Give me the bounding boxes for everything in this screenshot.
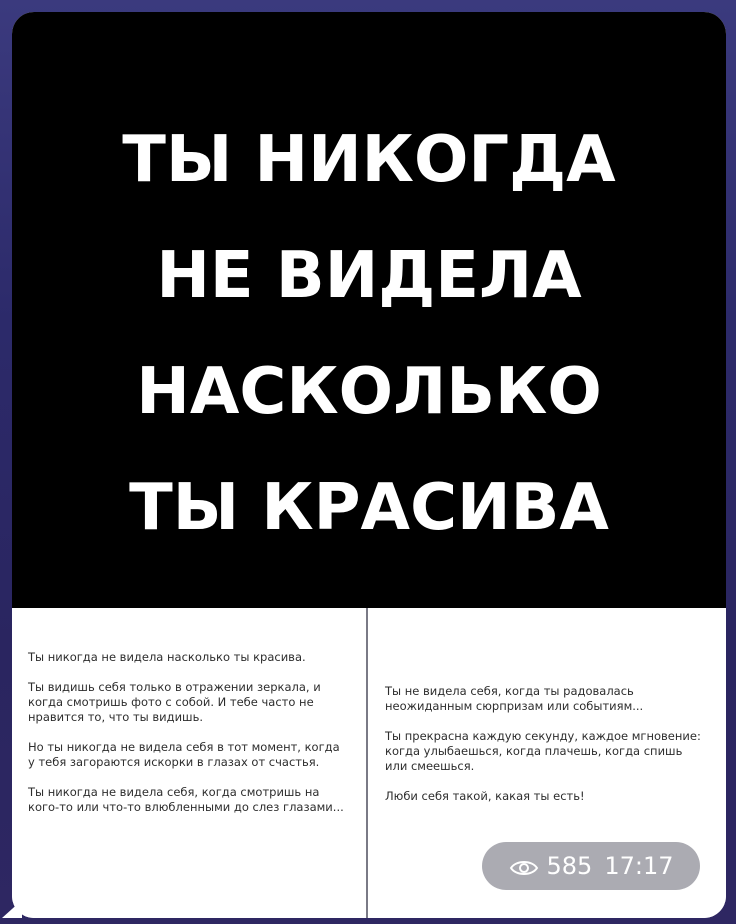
eye-icon [509, 856, 539, 876]
headline-line-3: НАСКОЛЬКО [136, 355, 602, 429]
left-text-panel [28, 650, 350, 830]
message-time: 17:17 [604, 852, 674, 880]
message-bubble[interactable] [12, 12, 726, 918]
right-text-panel [385, 684, 705, 819]
post-image-headline [12, 12, 726, 608]
message-meta [482, 842, 700, 890]
panel-divider [366, 608, 368, 918]
right-paragraph-1: Ты не видела себя, когда ты радовалась неожиданным сюрпризам или событиям... [385, 684, 644, 713]
right-paragraph-2: Ты прекрасна каждую секунду, каждое мгновение: когда улыбаешься, когда плачешь, когда спишь или смеешься. [385, 729, 701, 773]
headline-line-1: ТЫ НИКОГДА [122, 123, 616, 197]
left-paragraph-4: Ты никогда не видела себя, когда смотришь на кого-то или что-то влюбленными до слез глазами... [28, 785, 344, 814]
right-paragraph-3: Люби себя такой, какая ты есть! [385, 789, 585, 803]
view-count: 585 [546, 852, 593, 880]
left-paragraph-1: Ты никогда не видела насколько ты красива. [28, 650, 306, 664]
headline-line-4: ТЫ КРАСИВА [129, 471, 609, 545]
left-paragraph-2: Ты видишь себя только в отражении зеркала, и когда смотришь фото с собой. И тебе часто не нравится то, что ты видишь. [28, 680, 321, 724]
left-paragraph-3: Но ты никогда не видела себя в тот момент, когда у тебя загораются искорки в глазах от счастья. [28, 740, 340, 769]
headline-text [12, 102, 726, 566]
headline-line-2: НЕ ВИДЕЛА [156, 239, 582, 313]
